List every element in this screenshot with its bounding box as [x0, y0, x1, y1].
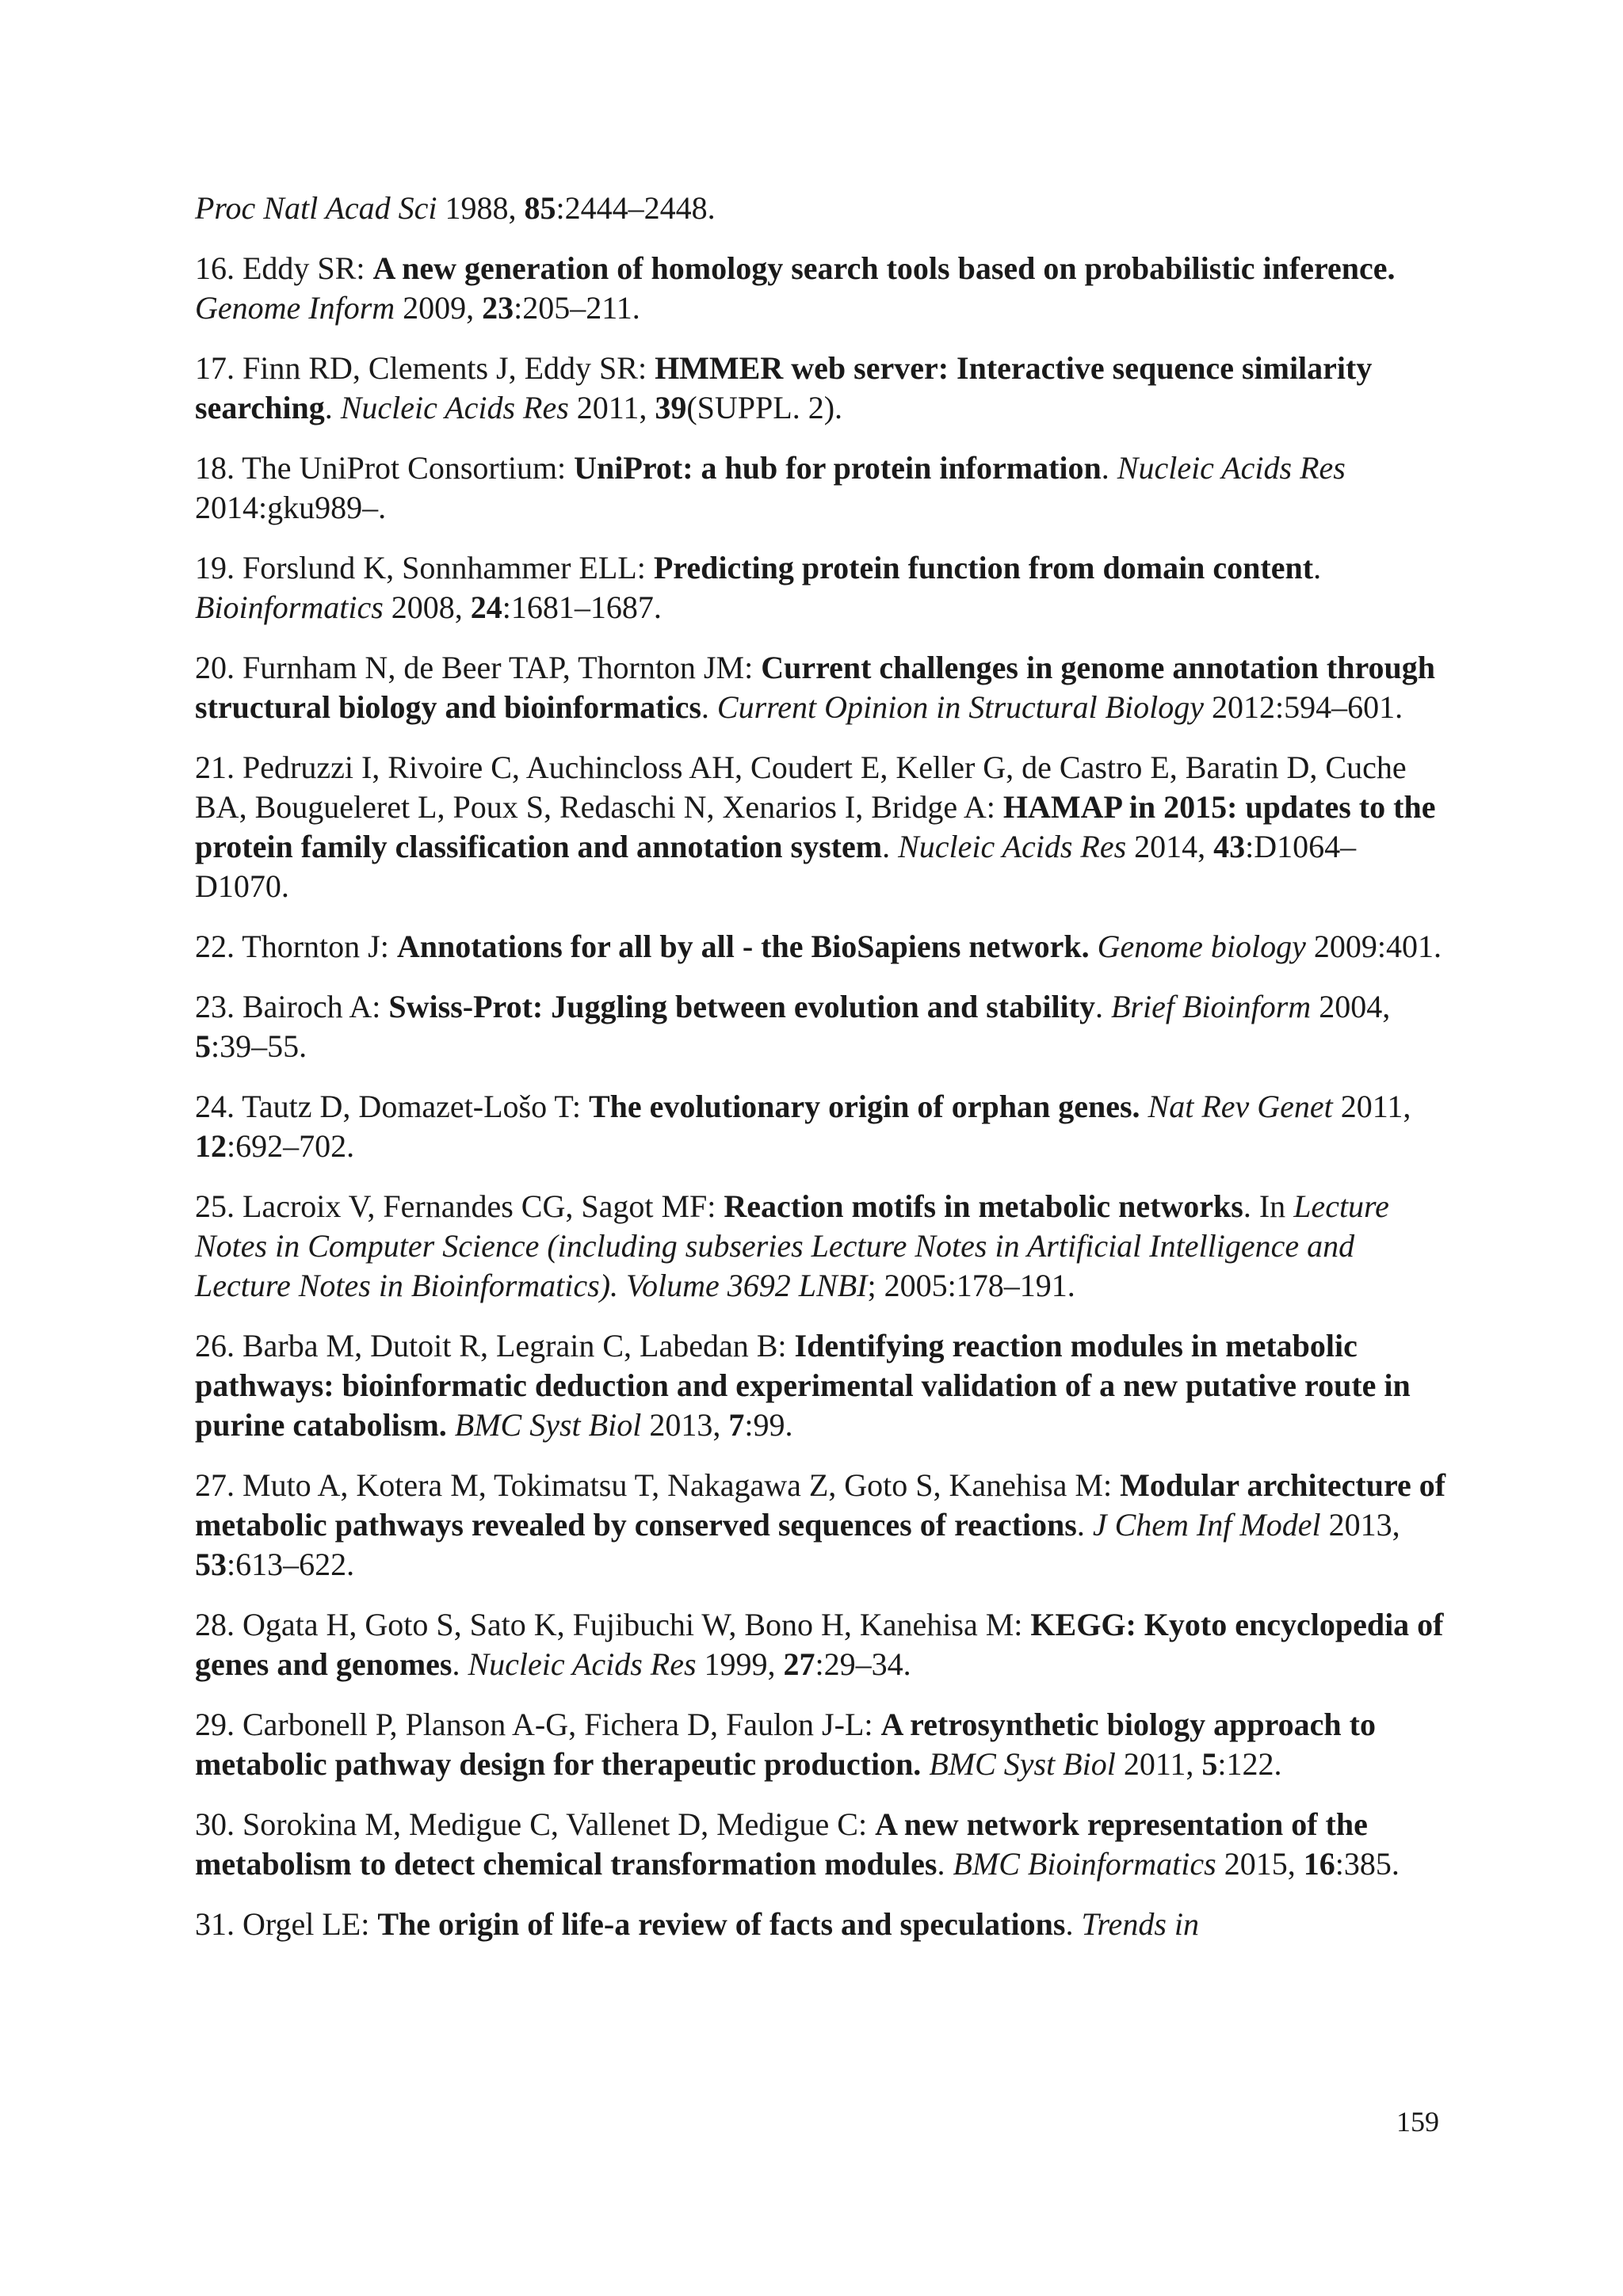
reference-entry: [195, 987, 1447, 1066]
page-number: 159: [1396, 2106, 1439, 2138]
reference-text: 28. Ogata H, Goto S, Sato K, Fujibuchi W, Bono H, Kanehisa M:: [195, 1607, 1031, 1642]
reference-text: 2011,: [1332, 1089, 1411, 1124]
reference-text: :122.: [1217, 1746, 1282, 1782]
reference-text: [1090, 929, 1098, 964]
reference-text: 29. Carbonell P, Planson A-G, Fichera D, Faulon J-L:: [195, 1707, 881, 1742]
reference-text: 23. Bairoch A:: [195, 989, 389, 1024]
reference-text: :613–622.: [227, 1547, 355, 1582]
reference-title: 12: [195, 1128, 227, 1164]
reference-journal: Genome Inform: [195, 290, 395, 326]
reference-journal: Brief Bioinform: [1110, 989, 1312, 1024]
reference-text: 30. Sorokina M, Medigue C, Vallenet D, Medigue C:: [195, 1806, 876, 1842]
reference-entry: [195, 349, 1447, 428]
reference-title: KEGG: Kyoto encyclopedia of genes and genomes: [195, 1607, 1444, 1682]
reference-journal: BMC Syst Biol: [454, 1407, 642, 1443]
reference-text: 2004,: [1311, 989, 1391, 1024]
reference-list: [195, 189, 1447, 1965]
reference-entry: [195, 249, 1447, 328]
reference-text: 2012:594–601.: [1203, 689, 1403, 725]
reference-entry: [195, 1326, 1447, 1445]
reference-text: 21. Pedruzzi I, Rivoire C, Auchincloss AH, Coudert E, Keller G, de Castro E, Baratin D, Cuche BA, Bougueleret L, Poux S, Redaschi N, Xenarios I, Bridge A:: [195, 749, 1407, 825]
reference-entry: [195, 648, 1447, 727]
reference-entry: [195, 1187, 1447, 1306]
reference-text: . In: [1243, 1188, 1294, 1224]
reference-entry: [195, 927, 1447, 967]
reference-text: :99.: [744, 1407, 793, 1443]
reference-title: A retrosynthetic biology approach to metabolic pathway design for therapeutic production.: [195, 1707, 1376, 1782]
reference-title: 85: [524, 190, 556, 226]
reference-title: Current challenges in genome annotation through structural biology and bioinformatics: [195, 650, 1435, 725]
reference-text: 2014:gku989–.: [195, 490, 387, 525]
reference-text: 2013,: [1320, 1507, 1400, 1543]
reference-title: HAMAP in 2015: updates to the protein family classification and annotation system: [195, 789, 1436, 864]
reference-entry: [195, 1466, 1447, 1585]
reference-text: 25. Lacroix V, Fernandes CG, Sagot MF:: [195, 1188, 724, 1224]
reference-text: .: [1076, 1507, 1093, 1543]
reference-journal: Current Opinion in Structural Biology: [716, 689, 1204, 725]
reference-title: A new network representation of the metabolism to detect chemical transformation modules: [195, 1806, 1368, 1882]
reference-text: [921, 1746, 929, 1782]
reference-title: 5: [1201, 1746, 1218, 1782]
reference-text: .: [701, 689, 717, 725]
reference-text: 1999,: [696, 1646, 784, 1682]
reference-continuation: [195, 189, 1447, 228]
reference-text: 24. Tautz D, Domazet-Lošo T:: [195, 1089, 589, 1124]
reference-journal: Nat Rev Genet: [1148, 1089, 1333, 1124]
reference-entry: [195, 548, 1447, 627]
reference-text: [1140, 1089, 1148, 1124]
reference-journal: Genome biology: [1097, 929, 1306, 964]
reference-text: 20. Furnham N, de Beer TAP, Thornton JM:: [195, 650, 762, 685]
reference-journal: Proc Natl Acad Sci: [195, 190, 437, 226]
reference-journal: Nucleic Acids Res: [1117, 450, 1346, 486]
reference-text: :2444–2448.: [556, 190, 716, 226]
reference-text: .: [937, 1846, 953, 1882]
reference-journal: Nucleic Acids Res: [468, 1646, 697, 1682]
reference-text: :39–55.: [211, 1028, 307, 1064]
reference-text: ; 2005:178–191.: [867, 1268, 1075, 1303]
reference-text: (SUPPL. 2).: [686, 390, 843, 425]
reference-title: 16: [1303, 1846, 1335, 1882]
reference-text: 19. Forslund K, Sonnhammer ELL:: [195, 550, 654, 585]
reference-title: 23: [482, 290, 514, 326]
reference-entry: [195, 1805, 1447, 1884]
reference-title: Swiss-Prot: Juggling between evolution and stability: [388, 989, 1095, 1024]
reference-text: 2015,: [1216, 1846, 1304, 1882]
reference-journal: Lecture Notes in Computer Science (including subseries Lecture Notes in Artificial Intelligence and Lecture Notes in Bioinformatics). Volume 3692 LNBI: [195, 1188, 1389, 1303]
reference-journal: Nucleic Acids Res: [340, 390, 569, 425]
reference-title: 39: [655, 390, 687, 425]
reference-text: 22. Thornton J:: [195, 929, 397, 964]
reference-title: The origin of life-a review of facts and speculations: [377, 1906, 1066, 1942]
reference-text: [447, 1407, 455, 1443]
reference-title: 53: [195, 1547, 227, 1582]
reference-text: 2013,: [641, 1407, 729, 1443]
reference-text: .: [452, 1646, 468, 1682]
reference-title: 7: [728, 1407, 745, 1443]
reference-title: HMMER web server: Interactive sequence similarity searching: [195, 350, 1373, 425]
reference-entry: [195, 748, 1447, 906]
reference-journal: BMC Syst Biol: [929, 1746, 1116, 1782]
reference-text: 2014,: [1126, 829, 1214, 864]
reference-text: 2009:401.: [1305, 929, 1442, 964]
reference-text: 17. Finn RD, Clements J, Eddy SR:: [195, 350, 655, 386]
reference-text: 27. Muto A, Kotera M, Tokimatsu T, Nakagawa Z, Goto S, Kanehisa M:: [195, 1467, 1121, 1503]
reference-entry: [195, 1705, 1447, 1784]
reference-text: 26. Barba M, Dutoit R, Legrain C, Labedan B:: [195, 1328, 795, 1363]
reference-title: 43: [1213, 829, 1246, 864]
reference-title: The evolutionary origin of orphan genes.: [588, 1089, 1140, 1124]
reference-title: Reaction motifs in metabolic networks: [724, 1188, 1243, 1224]
reference-text: .: [1065, 1906, 1082, 1942]
reference-title: Identifying reaction modules in metabolic pathways: bioinformatic deduction and experimental validation of a new putative route in purine catabolism.: [195, 1328, 1411, 1443]
reference-text: .: [1094, 989, 1111, 1024]
reference-journal: Nucleic Acids Res: [898, 829, 1127, 864]
reference-text: .: [1313, 550, 1322, 585]
reference-entry: [195, 1087, 1447, 1166]
reference-text: :692–702.: [227, 1128, 355, 1164]
reference-journal: J Chem Inf Model: [1092, 1507, 1321, 1543]
reference-entry: [195, 1905, 1447, 1944]
reference-journal: Trends in: [1081, 1906, 1199, 1942]
reference-text: .: [324, 390, 341, 425]
reference-text: .: [882, 829, 899, 864]
reference-text: 16. Eddy SR:: [195, 250, 373, 286]
reference-text: :205–211.: [514, 290, 640, 326]
reference-journal: BMC Bioinformatics: [953, 1846, 1216, 1882]
reference-text: .: [1101, 450, 1117, 486]
reference-entry: [195, 448, 1447, 528]
reference-title: 27: [783, 1646, 815, 1682]
reference-title: Predicting protein function from domain content: [653, 550, 1314, 585]
reference-title: 24: [470, 589, 502, 625]
reference-text: 2011,: [1115, 1746, 1202, 1782]
reference-text: 31. Orgel LE:: [195, 1906, 378, 1942]
reference-text: :385.: [1335, 1846, 1400, 1882]
reference-text: 2009,: [395, 290, 483, 326]
reference-text: 18. The UniProt Consortium:: [195, 450, 575, 486]
reference-title: 5: [195, 1028, 211, 1064]
reference-title: Annotations for all by all - the BioSapiens network.: [396, 929, 1090, 964]
reference-text: :1681–1687.: [502, 589, 662, 625]
reference-text: :D1064–D1070.: [195, 829, 1357, 904]
reference-title: Modular architecture of metabolic pathways revealed by conserved sequences of reactions: [195, 1467, 1446, 1543]
reference-title: A new generation of homology search tools based on probabilistic inference.: [372, 250, 1396, 286]
reference-text: :29–34.: [815, 1646, 911, 1682]
reference-title: UniProt: a hub for protein information: [574, 450, 1102, 486]
reference-text: 2011,: [568, 390, 655, 425]
reference-entry: [195, 1605, 1447, 1684]
reference-text: 2008,: [383, 589, 471, 625]
reference-text: 1988,: [437, 190, 525, 226]
reference-journal: Bioinformatics: [195, 589, 384, 625]
